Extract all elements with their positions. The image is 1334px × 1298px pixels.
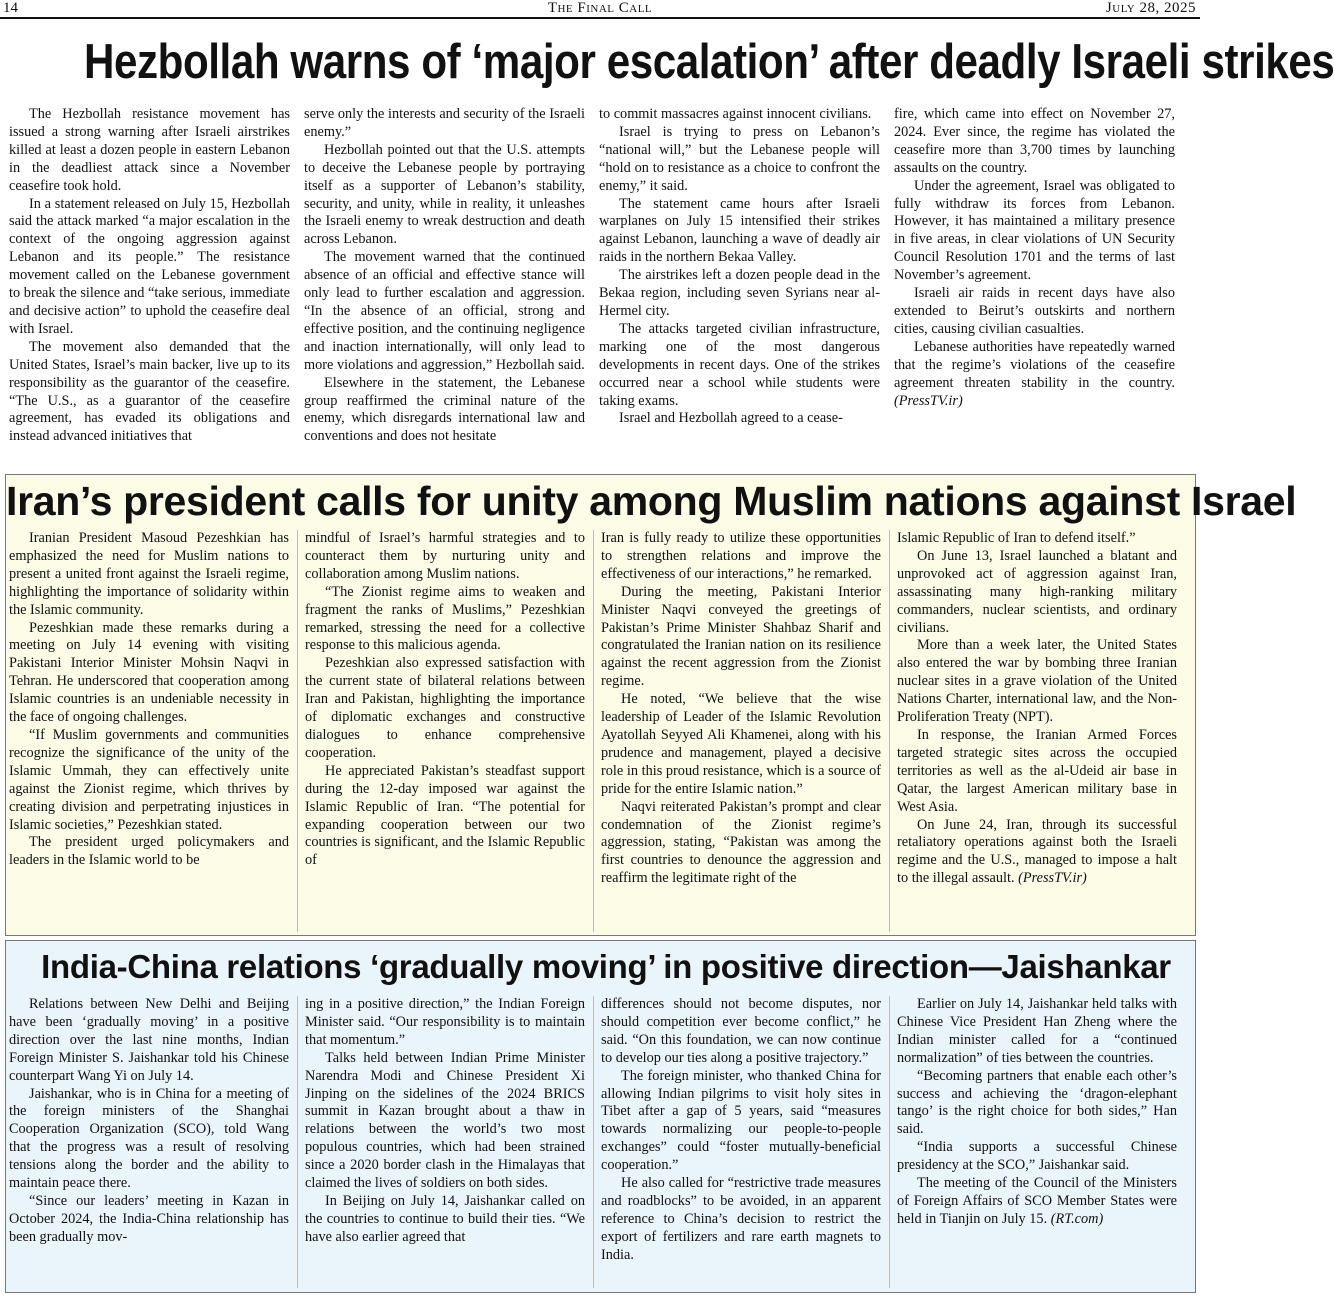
article-column — [886, 106, 1181, 466]
paragraph: Israel and Hezbollah agreed to a cease- — [619, 410, 843, 427]
paragraph: In Beijing on July 14, Jaishankar called on the countries to continue to build their ties. “We have also earlier agreed that — [305, 1192, 585, 1245]
source-credit: (PressTV.ir) — [1018, 870, 1087, 887]
article-column — [297, 996, 593, 1288]
article-column — [889, 996, 1185, 1288]
paragraph: Under the agreement, Israel was obligated to fully withdraw its forces from Lebanon. However, it has maintained a military presence in five areas, in clear violations of UN Security Council Resolution 1701 and the terms of last November’s agreement. — [894, 177, 1175, 284]
paragraph: In response, the Iranian Armed Forces targeted strategic sites across the occupied territories as well as the al-Udeid air base in Qatar, the largest American military base in West Asia. — [897, 726, 1177, 815]
paragraph: More than a week later, the United States also entered the war by bombing three Iranian nuclear sites in a grave violation of the United Nations Charter, international law, and the Non-Proliferation Treaty (NPT). — [897, 637, 1177, 726]
article-india-china-box — [5, 940, 1196, 1293]
paragraph: He appreciated Pakistan’s steadfast support during the 12-day imposed war against the Islamic Republic of Iran. “The potential for expanding cooperation between our two countries is significant, and the Islamic Republic of — [305, 762, 585, 869]
article-column — [593, 530, 889, 932]
paragraph: Iranian President Masoud Pezeshkian has emphasized the need for Muslim nations to present a united front against the Israeli regime, highlighting the importance of solidarity within the Islamic community. — [9, 530, 289, 618]
article-column — [591, 106, 886, 466]
paragraph-text: The meeting of the Council of the Ministers of Foreign Affairs of SCO Member States were held in Tianjin on July 15. — [897, 1175, 1177, 1227]
paragraph: Israel is trying to press on Lebanon’s “national will,” but the Lebanese people will “hold on to resistance as a choice to confront the enemy,” it said. — [599, 123, 880, 194]
paragraph: The movement warned that the continued absence of an official and effective stance will only lead to further escalation and aggression. “In the absence of an official, strong and effective position, and the continuing negligence and inaction internationally, will only lead to more violations and aggression,” Hezbollah said. — [304, 249, 585, 373]
article-column — [296, 106, 591, 466]
paragraph: Israeli air raids in recent days have also extended to Beirut’s outskirts and northern cities, causing civilian casualties. — [894, 285, 1175, 337]
source-credit: (PressTV.ir) — [894, 392, 963, 409]
paragraph: ing in a positive direction,” the Indian Foreign Minister said. “Our responsibility is to maintain that momentum.” — [305, 996, 585, 1048]
paragraph: Hezbollah pointed out that the U.S. attempts to deceive the Lebanese people by portraying itself as a supporter of Lebanon’s stability, security, and unity, while in reality, it unleashes the Israeli enemy to wreak destruction and death across Lebanon. — [304, 141, 585, 248]
paragraph: Pezeshkian made these remarks during a meeting on July 14 evening with visiting Pakistani Interior Minister Mohsin Naqvi in Tehran. He underscored that cooperation among Islamic countries is an undeniable necessity in the face of ongoing challenges. — [9, 619, 289, 726]
paragraph-text: Lebanese authorities have repeatedly warned that the regime’s violations of the ceasefire agreement threaten stability in the country. — [894, 338, 1175, 391]
article-column — [9, 996, 297, 1288]
source-credit: (RT.com) — [1050, 1210, 1104, 1227]
paragraph: The airstrikes left a dozen people dead in the Bekaa region, including seven Syrians near al-Hermel city. — [599, 267, 880, 319]
paragraph: Naqvi reiterated Pakistan’s prompt and clear condemnation of the Zionist regime’s aggression, stating, “Pakistan was among the first countries to denounce the aggression and reaffirm the legitimate right of the — [601, 798, 881, 887]
paragraph: The movement also demanded that the United States, Israel’s main backer, live up to its responsibility as the guarantor of the ceasefire. “The U.S., as a guarantor of the ceasefire agreement, has evaded its obligations and instead advanced initiatives that — [9, 338, 290, 445]
article-headline: Hezbollah warns of ‘major escalation’ after deadly Israeli strikes — [84, 35, 1334, 89]
paragraph: He also called for “restrictive trade measures and roadblocks” to be avoided, in an apparent reference to China’s decision to restrict the export of fertilizers and rare earth magnets to India. — [601, 1175, 881, 1263]
paragraph: The statement came hours after Israeli warplanes on July 15 intensified their strikes against Lebanon, launching a wave of deadly air raids in the northern Bekaa Valley. — [599, 195, 880, 266]
paragraph: “Since our leaders’ meeting in Kazan in October 2024, the India-China relationship has been gradually mov- — [9, 1192, 289, 1245]
paragraph — [897, 817, 1177, 889]
paragraph-text: On June 24, Iran, through its successful retaliatory operations against both the Israeli regime and the U.S., managed to impose a halt to the illegal assault. — [897, 816, 1177, 887]
paragraph: “If Muslim governments and communities recognize the significance of the unity of the Islamic Ummah, they can effectively unite against the Zionist regime, which thrives by creating division and perpetrating injustices in Islamic societies,” Pezeshkian stated. — [9, 726, 289, 833]
paragraph: mindful of Israel’s harmful strategies and to counteract them by nurturing unity and collaboration among Muslim nations. — [305, 530, 585, 582]
running-header — [0, 0, 1200, 19]
paragraph: “The Zionist regime aims to weaken and fragment the ranks of Muslims,” Pezeshkian remarked, stressing the need for a collective response to this malicious agenda. — [305, 583, 585, 654]
masthead: The Final Call — [547, 0, 653, 16]
paragraph: to commit massacres against innocent civilians. — [599, 106, 872, 122]
page-number: 14 — [3, 0, 18, 16]
paragraph: “India supports a successful Chinese presidency at the SCO,” Jaishankar said. — [897, 1139, 1177, 1174]
article-columns — [9, 530, 1185, 932]
paragraph: Pezeshkian also expressed satisfaction with the current state of bilateral relations between Iran and Pakistan, highlighting the importance of diplomatic exchanges and constructive dialogues to enhance comprehensive cooperation. — [305, 655, 585, 761]
article-columns — [9, 106, 1181, 466]
paragraph: differences should not become disputes, nor should competition ever become conflict,” he said. “On this foundation, we can now continue to develop our ties along a positive trajectory.” — [601, 996, 881, 1066]
paragraph: The president urged policymakers and leaders in the Islamic world to be — [9, 834, 289, 869]
paragraph: Elsewhere in the statement, the Lebanese group reaffirmed the criminal nature of the enemy, which disregards international law and conventions and does not hesitate — [304, 374, 585, 445]
article-headline: India-China relations ‘gradually moving’ in positive direction—Jaishankar — [41, 948, 1171, 985]
paragraph: fire, which came into effect on November 27, 2024. Ever since, the regime has violated the ceasefire more than 3,700 times by launching assaults on the country. — [894, 106, 1175, 176]
article-column — [593, 996, 889, 1288]
article-headline: Iran’s president calls for unity among Muslim nations against Israel — [6, 478, 1297, 524]
paragraph — [897, 1175, 1177, 1229]
paragraph: Earlier on July 14, Jaishankar held talks with Chinese Vice President Han Zheng where the Indian minister called for a “continued normalization” of ties between the countries. — [897, 996, 1177, 1066]
paragraph: During the meeting, Pakistani Interior Minister Naqvi conveyed the greetings of Pakistan’s Prime Minister Shahbaz Sharif and congratulated the Iranian nation on its resilience against the recent aggression from the Zionist regime. — [601, 583, 881, 690]
paragraph: The Hezbollah resistance movement has issued a strong warning after Israeli airstrikes killed at least a dozen people in eastern Lebanon in the deadliest attack since a November ceasefire took hold. — [9, 106, 290, 194]
article-iran-box — [5, 474, 1297, 936]
article-column — [297, 530, 593, 932]
paragraph: serve only the interests and security of the Israeli enemy.” — [304, 106, 585, 140]
paragraph — [894, 339, 1175, 411]
paragraph: The attacks targeted civilian infrastructure, marking one of the most dangerous developments in recent days. One of the strikes occurred near a school while students were taking exams. — [599, 320, 880, 409]
paragraph: Talks held between Indian Prime Minister Narendra Modi and Chinese President Xi Jinping on the sidelines of the 2024 BRICS summit in Kazan brought about a thaw in relations between the world’s two most populous countries, which had been strained since a 2020 border clash in the Himalayas that claimed the lives of soldiers on both sides. — [305, 1049, 585, 1192]
paragraph: Iran is fully ready to utilize these opportunities to strengthen relations and improve the effectiveness of our interactions,” he remarked. — [601, 530, 881, 582]
paragraph: He noted, “We believe that the wise leadership of Leader of the Islamic Revolution Ayatollah Seyyed Ali Khamenei, along with his prudence and management, played a decisive role in this proud resistance, which is a source of pride for the entire Islamic nation.” — [601, 691, 881, 797]
article-column — [9, 106, 296, 466]
paragraph: In a statement released on July 15, Hezbollah said the attack marked “a major escalation in the context of the ongoing aggression against Lebanon and its people.” The resistance movement called on the Lebanese government to break the silence and “take serious, immediate and decisive action” to uphold the ceasefire deal with Israel. — [9, 195, 290, 337]
paragraph: On June 13, Israel launched a blatant and unprovoked act of aggression against Iran, assassinating many high-ranking military commanders, nuclear scientists, and ordinary civilians. — [897, 547, 1177, 636]
article-columns — [9, 996, 1185, 1288]
paragraph: Islamic Republic of Iran to defend itself.” — [897, 530, 1136, 546]
paragraph: “Becoming partners that enable each other’s success and achieving the ‘dragon-elephant tango’ is the right choice for both sides,” Han said. — [897, 1067, 1177, 1138]
paragraph: The foreign minister, who thanked China for allowing Indian pilgrims to visit holy sites in Tibet after a gap of 5 years, said “measures towards normalizing our people-to-people exchanges” could “foster mutually-beneficial cooperation.” — [601, 1067, 881, 1174]
paragraph: Jaishankar, who is in China for a meeting of the foreign ministers of the Shanghai Cooperation Organization (SCO), told Wang that the progress was a result of resolving tensions along the border and the ability to maintain peace there. — [9, 1085, 289, 1192]
article-column — [9, 530, 297, 932]
issue-date: July 28, 2025 — [1105, 0, 1196, 16]
article-column — [889, 530, 1185, 932]
paragraph: Relations between New Delhi and Beijing have been ‘gradually moving’ in a positive direction over the last nine months, Indian Foreign Minister S. Jaishankar told his Chinese counterpart Wang Yi on July 14. — [9, 996, 289, 1084]
